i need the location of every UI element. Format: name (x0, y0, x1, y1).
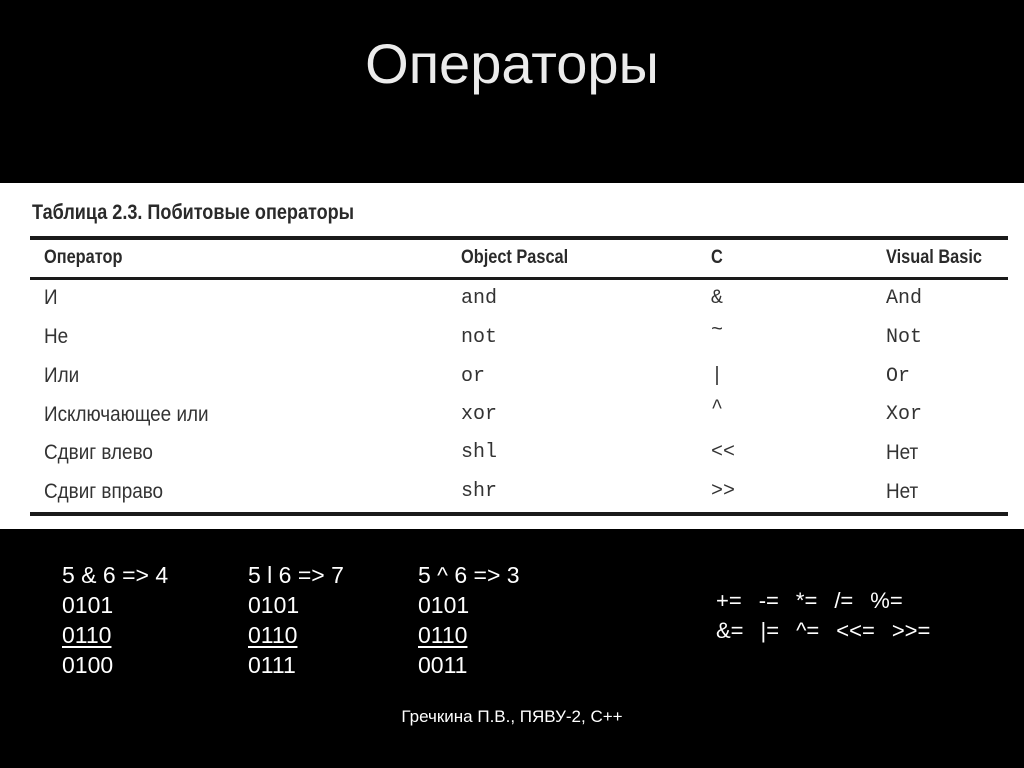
header-c: C (711, 247, 723, 268)
cell-pascal: xor (461, 403, 498, 426)
cell-c: ~ (711, 319, 724, 342)
table-bottom-rule (30, 512, 1008, 516)
assign-op: &= (716, 618, 744, 643)
example-expression: 5 ^ 6 => 3 (418, 562, 520, 588)
table-header-rule (30, 277, 1008, 280)
assign-op: %= (870, 588, 903, 613)
assignment-row-bitwise (716, 616, 947, 646)
assign-op: /= (834, 588, 854, 613)
assign-op: ^= (796, 618, 820, 643)
cell-vb: And (886, 287, 923, 310)
cell-operator: И (44, 286, 58, 309)
example-operand-b: 0110 (418, 622, 468, 648)
assign-op: *= (795, 588, 818, 613)
cell-operator: Сдвиг влево (44, 441, 153, 464)
cell-pascal: and (461, 287, 498, 310)
slide-title: Операторы (365, 32, 659, 95)
cell-c: >> (711, 480, 736, 503)
example-expression: 5 & 6 => 4 (62, 562, 169, 588)
cell-c: << (711, 441, 736, 464)
example-result: 0100 (62, 652, 114, 678)
assignment-row-arith (716, 586, 947, 616)
header-operator: Оператор (44, 247, 123, 268)
cell-pascal: not (461, 326, 498, 349)
cell-operator: Сдвиг вправо (44, 480, 164, 503)
cell-c: & (711, 287, 724, 310)
cell-vb: Not (886, 326, 923, 349)
example-operand-a: 0101 (62, 592, 114, 618)
header-visual-basic: Visual Basic (886, 247, 982, 268)
example-expression: 5 l 6 => 7 (248, 562, 344, 588)
assign-op: += (716, 588, 742, 613)
header-object-pascal: Object Pascal (461, 247, 569, 268)
example-operand-a: 0101 (418, 592, 470, 618)
example-or (248, 560, 344, 680)
example-operand-b: 0110 (62, 622, 112, 648)
example-result: 0111 (248, 652, 296, 678)
cell-operator: Или (44, 364, 80, 387)
assign-op: >>= (891, 618, 931, 643)
example-result: 0011 (418, 652, 468, 678)
example-operand-a: 0101 (248, 592, 300, 618)
cell-c: ^ (711, 397, 724, 420)
table-caption: Таблица 2.3. Побитовые операторы (32, 201, 355, 224)
cell-vb: Нет (886, 480, 919, 503)
cell-vb: Xor (886, 403, 923, 426)
cell-c: | (711, 365, 724, 388)
assign-op: |= (760, 618, 780, 643)
example-xor (418, 560, 520, 680)
cell-pascal: shl (461, 441, 498, 464)
cell-vb: Or (886, 365, 911, 388)
cell-pascal: shr (461, 480, 498, 503)
assign-op: <<= (836, 618, 875, 643)
example-and (62, 560, 168, 680)
cell-operator: Не (44, 325, 69, 348)
assignment-operators (716, 586, 947, 646)
slide-footer: Гречкина П.В., ПЯВУ-2, С++ (401, 707, 623, 726)
operators-table (0, 183, 1024, 529)
example-operand-b: 0110 (248, 622, 298, 648)
assign-op: -= (758, 588, 779, 613)
cell-vb: Нет (886, 441, 919, 464)
cell-pascal: or (461, 365, 486, 388)
table-top-rule (30, 236, 1008, 240)
cell-operator: Исключающее или (44, 403, 209, 426)
